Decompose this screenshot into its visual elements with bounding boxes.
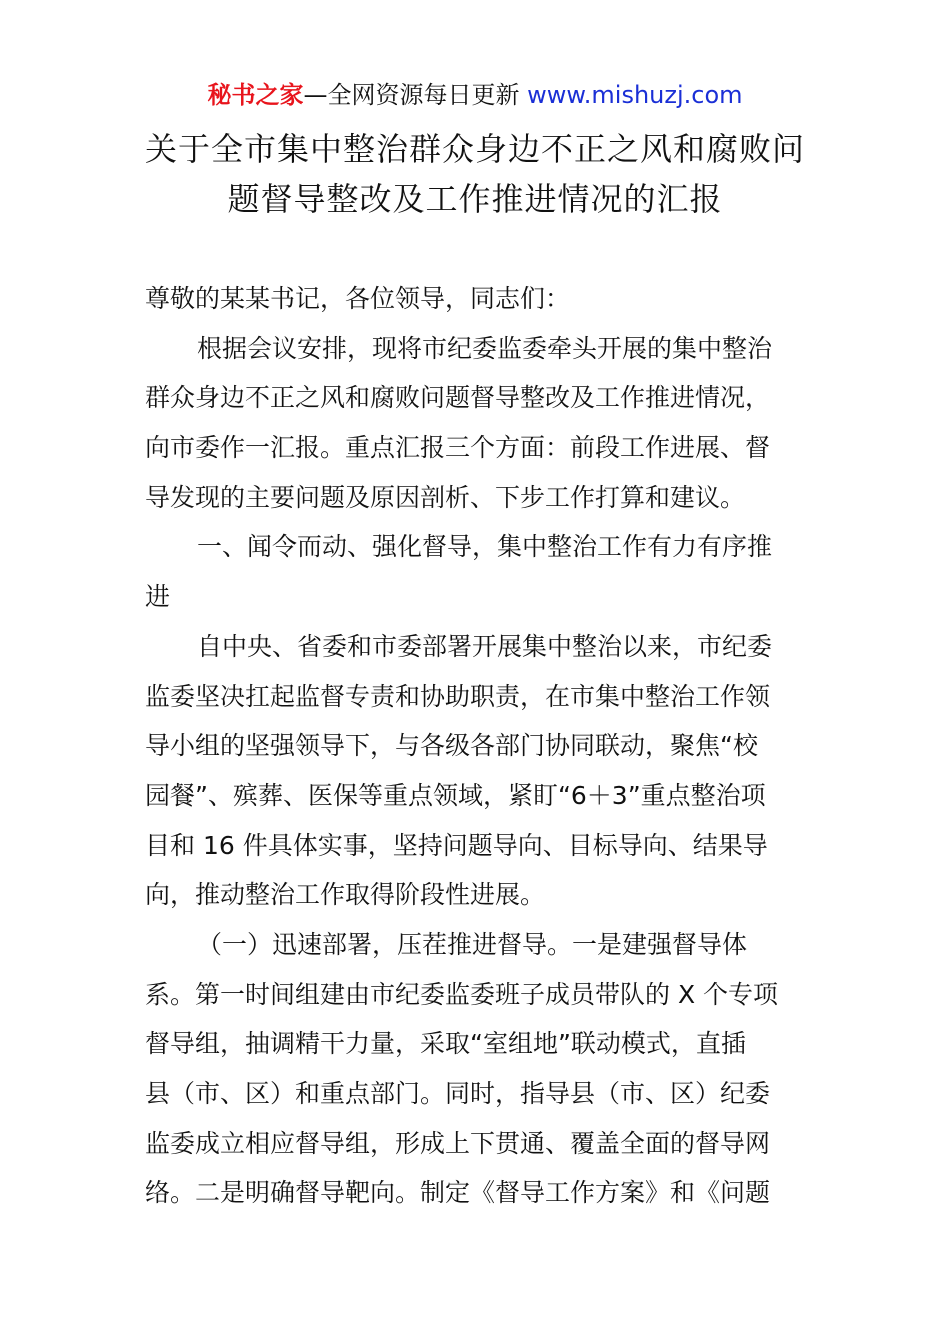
- paragraph-line: 督导组，抽调精干力量，采取“室组地”联动模式，直插: [145, 1029, 746, 1059]
- site-url-link[interactable]: www.mishuzj.com: [527, 81, 743, 109]
- title-line-1: 关于全市集中整治群众身边不正之风和腐败问: [144, 130, 805, 168]
- intro-line: 向市委作一汇报。重点汇报三个方面：前段工作进展、督: [145, 433, 771, 463]
- paragraph-line: 导小组的坚强领导下，与各级各部门协同联动，聚焦“校: [145, 731, 758, 761]
- paragraph-line: 系。第一时间组建由市纪委监委班子成员带队的 X 个专项: [145, 979, 779, 1009]
- paragraph-line: 自中央、省委和市委部署开展集中整治以来，市纪委: [197, 631, 773, 661]
- brand-name: 秘书之家: [207, 81, 304, 109]
- section-heading-line: 一、闻令而动、强化督导，集中整治工作有力有序推: [197, 532, 773, 562]
- paragraph-line: （一）迅速部署，压茬推进督导。一是建强督导体: [197, 929, 748, 959]
- document-body: [145, 274, 810, 1218]
- paragraph-line: 络。二是明确督导靶向。制定《督导工作方案》和《问题: [145, 1178, 771, 1208]
- paragraph-line: 县（市、区）和重点部门。同时，指导县（市、区）纪委: [145, 1079, 771, 1108]
- salutation: 尊敬的某某书记，各位领导，同志们：: [145, 284, 571, 313]
- document-title: [100, 124, 850, 224]
- intro-line: 群众身边不正之风和腐败问题督导整改及工作推进情况，: [145, 383, 771, 413]
- paragraph-line: 向，推动整治工作取得阶段性进展。: [145, 880, 546, 910]
- title-line-2: 题督导整改及工作推进情况的汇报: [227, 180, 723, 218]
- intro-line: 根据会议安排，现将市纪委监委牵头开展的集中整治: [197, 333, 773, 363]
- paragraph-line: 目和 16 件具体实事，坚持问题导向、目标导向、结果导: [145, 830, 768, 860]
- paragraph-line: 园餐”、殡葬、医保等重点领域，紧盯“6＋3”重点整治项: [145, 780, 766, 810]
- site-header: [0, 78, 950, 112]
- paragraph-line: 监委坚决扛起监督专责和协助职责，在市集中整治工作领: [145, 681, 771, 711]
- section-heading-line: 进: [145, 582, 171, 612]
- paragraph-line: 监委成立相应督导组，形成上下贯通、覆盖全面的督导网: [145, 1128, 771, 1158]
- header-tagline: —全网资源每日更新: [303, 81, 528, 109]
- intro-line: 导发现的主要问题及原因剖析、下步工作打算和建议。: [145, 482, 746, 512]
